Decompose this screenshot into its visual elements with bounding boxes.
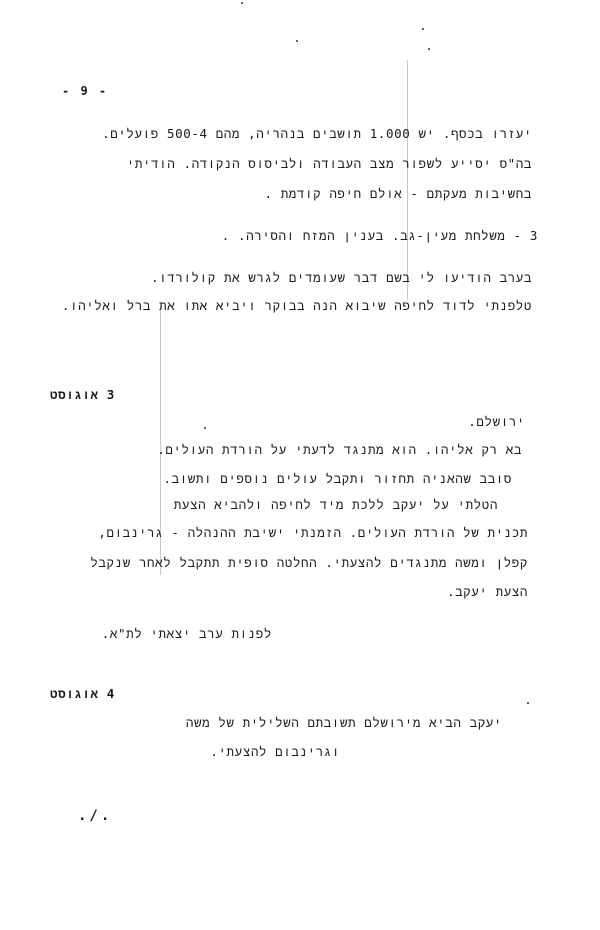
entry-line: סובב שהאניה תחזור ותקבל עולים נוספים ותשוב.	[163, 471, 512, 486]
scan-speck	[296, 40, 298, 42]
entry-line: בא רק אליהו. הוא מתנגד לדעתי על הורדת העולים.	[157, 442, 522, 457]
paragraph-line: 3 - משלחת מעין-גב. בענין המזח והסירה. .	[221, 228, 538, 243]
place-heading: ירושלם.	[468, 414, 525, 429]
page-number: - 9 -	[62, 84, 109, 98]
continuation-mark: ./.	[78, 808, 113, 824]
entry-line: הטלתי על יעקב ללכת מיד לחיפה ולהביא הצעת	[173, 497, 498, 512]
fold-line-top	[407, 60, 408, 300]
entry-line: קפלן ומשה מתנגדים להצעתי. החלטה סופית תתקבל לאחר שנקבל	[90, 555, 528, 570]
scan-speck	[204, 427, 206, 429]
scan-speck	[422, 28, 424, 30]
paragraph-line: בה"ס יסייע לשפור מצב העבודה ולביסוס הנקודה. הודיתי	[126, 156, 532, 171]
paragraph-line: יעזרו בכסף. יש 1.000 תושבים בנהריה, מהם 500-4 פועלים.	[102, 126, 532, 141]
entry-line: יעקב הביא מירושלם תשובתם השלילית של משה	[185, 715, 502, 730]
entry-line: תכנית של הורדת העולים. הזמנתי ישיבת ההנהלה - גרינבום,	[98, 525, 528, 540]
scan-speck	[241, 2, 243, 4]
scan-speck	[527, 702, 529, 704]
closing-line: לפנות ערב יצאתי לת"א.	[101, 626, 272, 641]
date-heading-aug3: 3 אוגוסט	[50, 387, 115, 402]
date-heading-aug4: 4 אוגוסט	[50, 686, 115, 701]
paragraph-line: בחשיבות מעקתם - אולם חיפה קודמת .	[264, 186, 532, 201]
paragraph-line: טלפנתי לדוד לחיפה שיבוא הנה בבוקר ויביא אתו את ברל ואליהו.	[61, 298, 532, 313]
paragraph-line: בערב הודיעו לי בשם דבר שעומדים לגרש את קולורדו.	[151, 270, 532, 285]
scan-speck	[428, 48, 430, 50]
entry-line: הצעת יעקב.	[446, 584, 528, 599]
entry-line: וגרינבום להצעתי.	[210, 744, 340, 759]
